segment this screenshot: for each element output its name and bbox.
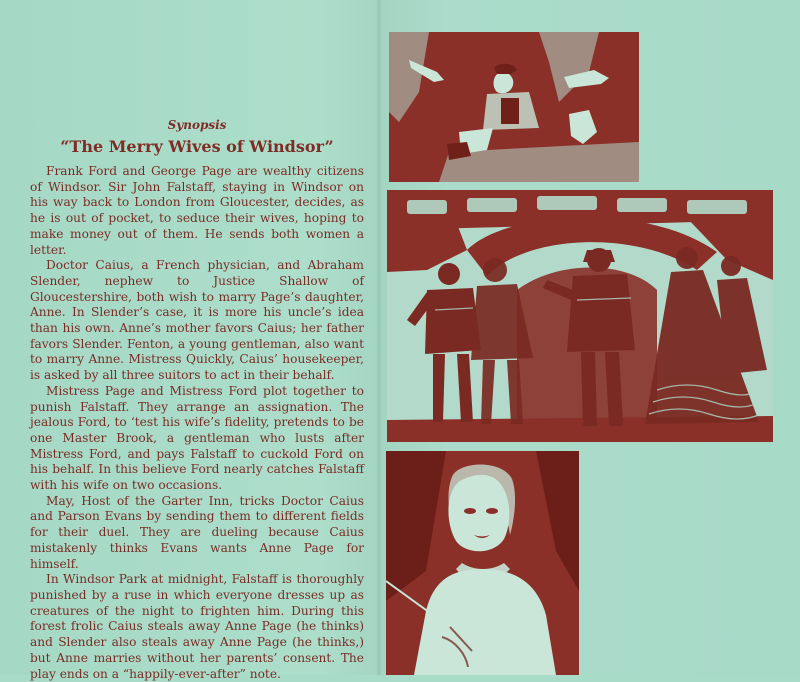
carved-relief-illustration — [387, 190, 773, 442]
synopsis-column — [30, 118, 364, 682]
synopsis-paragraph-3: Mistress Page and Mistress Ford plot together to punish Falstaff. They arrange an assignation. The jealous Ford, to ‘test his wife’s fidelity, pretends to be one Master Brook, a gentleman who lusts after Mistress Ford, and pays Falstaff to cuckold Ford on his behalf. In this believe Ford nearly catches Falstaff with his wife on two occasions. — [30, 383, 364, 493]
synopsis-kicker: Synopsis — [167, 118, 227, 132]
falstaff-leaping-photo — [389, 32, 639, 182]
synopsis-paragraph-1: Frank Ford and George Page are wealthy citizens of Windsor. Sir John Falstaff, staying in Windsor on his way back to London from Gloucester, decides, as he is out of pocket, to seduce their wives, hoping to make money out of them. He sends both women a letter. — [30, 164, 364, 257]
play-title: “The Merry Wives of Windsor” — [60, 137, 334, 156]
synopsis-paragraph-5: In Windsor Park at midnight, Falstaff is thoroughly punished by a ruse in which everyone dresses up as creatures of the night to frighten him. During this forest frolic Caius steals away Anne Page (he thinks) and Slender also steals away Anne Page (he thinks,) but Anne marries without her parents’ consent. The play ends on a “happily-ever-after” note. — [30, 572, 364, 681]
woman-with-sword-photo — [386, 451, 579, 675]
synopsis-paragraph-2: Doctor Caius, a French physician, and Abraham Slender, nephew to Justice Shallow of Gloucestershire, both wish to marry Page’s daughter, Anne. In Slender’s case, it is more his uncle’s idea than his own. Anne’s mother favors Caius; her father favors Slender. Fenton, a young gentleman, also want to marry Anne. Mistress Quickly, Caius’ housekeeper, is asked by all three suitors to act in their behalf. — [30, 258, 364, 383]
synopsis-paragraph-4: May, Host of the Garter Inn, tricks Doctor Caius and Parson Evans by sending them to different fields for their duel. They are dueling because Caius mistakenly thinks Evans wants Anne Page for himself. — [30, 493, 364, 571]
center-fold — [376, 0, 382, 675]
